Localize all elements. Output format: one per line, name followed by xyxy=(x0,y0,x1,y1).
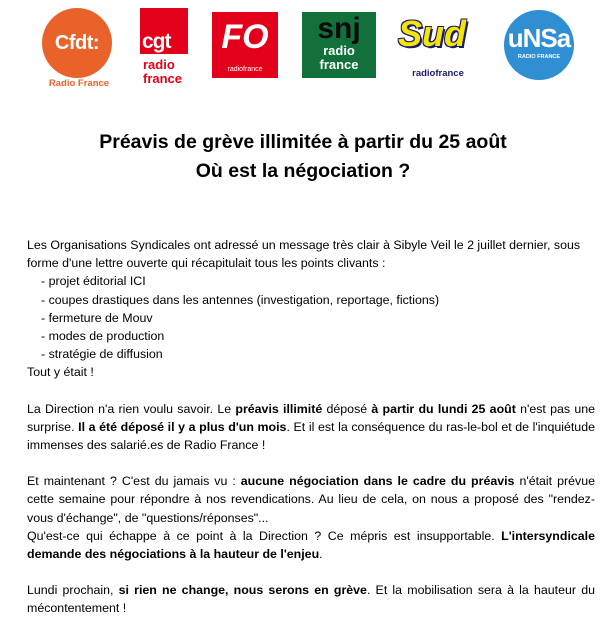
unsa-logo-subtitle: RADIO FRANCE xyxy=(517,54,561,60)
list-item: - modes de production xyxy=(41,329,165,344)
sud-logo-mark: Sud xyxy=(398,13,466,54)
fo-logo xyxy=(212,12,278,78)
snj-logo-sub-line1: radio xyxy=(323,43,355,58)
union-logos-row xyxy=(0,0,606,110)
unsa-logo-mark: uNSa xyxy=(507,23,571,53)
text-span: Qu'est-ce qui échappe à ce point à la Direction ? Ce mépris est insupportable. xyxy=(27,528,502,543)
fo-logo-mark: FO xyxy=(221,18,269,56)
cgt-logo-sub-line2: france xyxy=(143,71,183,86)
text-span: . Et il est la conséquence du ras-le-bol et de l'inquiétude immenses des salarié.es de Radio France ! xyxy=(27,419,595,453)
grievance-list xyxy=(27,272,595,363)
cfdt-logo-mark: Cfdt: xyxy=(42,8,112,78)
paragraph-strike xyxy=(27,581,595,617)
title-line-1: Préavis de grève illimitée à partir du 25 août xyxy=(99,131,507,153)
page-title xyxy=(0,128,606,186)
paragraph-outro: Tout y était ! xyxy=(27,365,94,380)
fo-logo-subtitle: radiofrance xyxy=(227,66,263,73)
bold-span: L'intersyndicale demande des négociations à la hauteur de l'enjeu xyxy=(27,528,595,562)
paragraph-intro: Les Organisations Syndicales ont adressé un message très clair à Sibyle Veil le 2 juillet dernier, sous forme d'une lettre ouverte qui récapitulait tous les points clivants : xyxy=(27,238,581,271)
title-line-2: Où est la négociation ? xyxy=(195,160,411,182)
paragraph-negotiation xyxy=(27,472,595,527)
text-span: n'était prévue cette semaine pour répondre à nos revendications. Au lieu de cela, on nous a proposé des "rendez-vous d'échange", de "questions/réponses"... xyxy=(27,474,595,525)
snj-logo xyxy=(302,12,376,78)
list-item: - fermeture de Mouv xyxy=(41,310,153,325)
cfdt-logo-subtitle: Radio France xyxy=(48,78,110,89)
unsa-logo xyxy=(504,10,574,80)
list-item: - stratégie de diffusion xyxy=(41,347,163,362)
text-span: déposé xyxy=(322,401,372,416)
text-span: Lundi prochain, xyxy=(27,583,119,598)
snj-logo-mark: snj xyxy=(317,12,361,45)
paragraph-demand xyxy=(27,527,595,563)
text-span: . Et la mobilisation sera à la hauteur du mécontentement ! xyxy=(27,583,595,616)
cgt-logo-sub-line1: radio xyxy=(143,57,175,72)
bold-span: Il a été déposé il y a plus d'un mois xyxy=(78,419,287,434)
cgt-logo-mark: cgt xyxy=(142,30,171,53)
bold-span: si rien ne change, nous serons en grève xyxy=(118,583,367,598)
paragraph-direction xyxy=(27,400,595,455)
sud-logo xyxy=(396,8,480,84)
text-span: n'est pas une surprise. xyxy=(27,401,595,434)
snj-logo-sub-line2: france xyxy=(319,57,359,72)
cgt-logo-subtitle xyxy=(143,58,182,86)
cgt-logo-box xyxy=(140,8,188,54)
text-span: La Direction n'a rien voulu savoir. Le xyxy=(27,401,236,416)
snj-logo-subtitle xyxy=(302,44,376,72)
text-span: . xyxy=(319,547,323,562)
sud-logo-subtitle: radiofrance xyxy=(412,68,464,79)
document-body xyxy=(27,236,595,618)
bold-span: préavis illimité xyxy=(235,401,323,416)
text-span: Et maintenant ? C'est du jamais vu : xyxy=(27,474,241,489)
list-item: - projet éditorial ICI xyxy=(41,274,146,289)
cgt-logo xyxy=(140,8,188,100)
bold-span: à partir du lundi 25 août xyxy=(371,401,516,416)
list-item: - coupes drastiques dans les antennes (investigation, reportage, fictions) xyxy=(41,292,440,307)
bold-span: aucune négociation dans le cadre du préavis xyxy=(240,474,515,489)
cfdt-logo xyxy=(36,8,122,96)
